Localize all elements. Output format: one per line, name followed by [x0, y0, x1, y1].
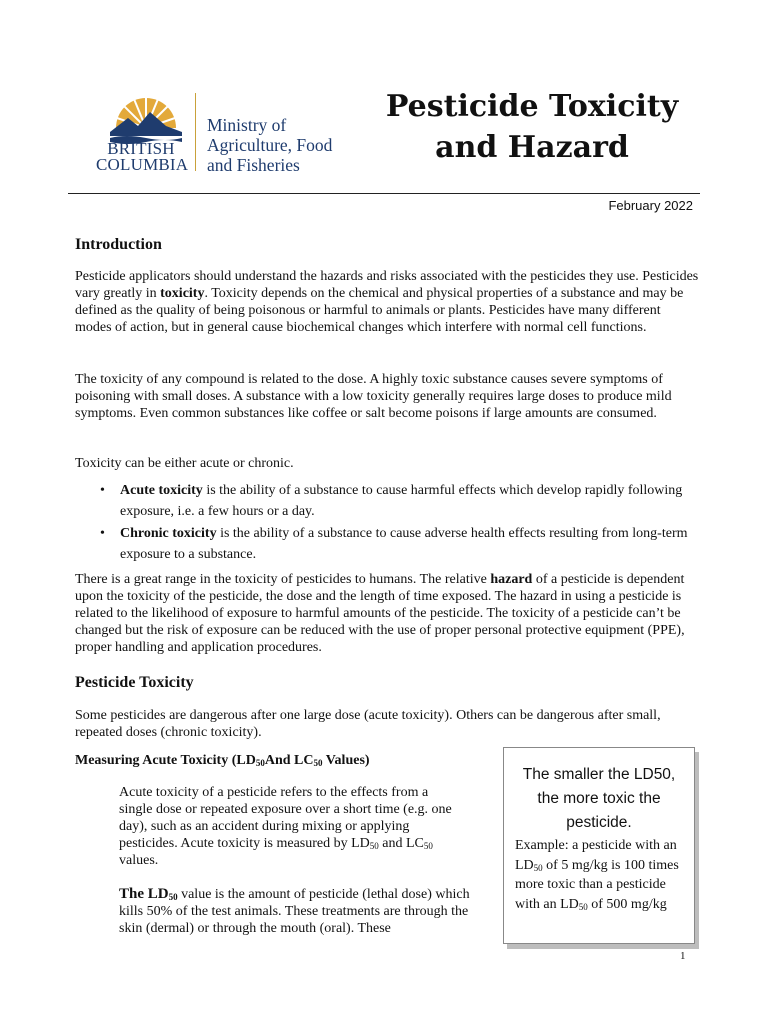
- bc-wordmark-line1: BRITISH: [107, 139, 175, 158]
- intro-paragraph-3: Toxicity can be either acute or chronic.: [75, 456, 294, 471]
- bullet-icon: •: [100, 526, 105, 541]
- logo-divider: [195, 93, 196, 171]
- term-hazard: hazard: [490, 572, 533, 587]
- ministry-line: and Fisheries: [207, 155, 300, 175]
- measuring-acute-toxicity-heading: Measuring Acute Toxicity ($LD_{50}And$ $LC_{50}$ Values): [75, 753, 370, 768]
- term-toxicity: toxicity: [160, 286, 205, 301]
- pesticide-toxicity-heading: Pesticide Toxicity: [75, 674, 194, 691]
- list-item: • Chronic toxicity is the ability of a substance to cause adverse health effects resulting from long-term exposure to a substance.: [100, 523, 700, 565]
- ministry-line: Ministry of: [207, 115, 287, 135]
- toxicity-types-list: [100, 480, 700, 566]
- callout-headline: The smaller the LD50, the more toxic the pesticide.: [522, 766, 676, 831]
- bc-wordmark-line2: COLUMBIA: [96, 155, 189, 174]
- header-rule: [68, 193, 700, 194]
- ld50-paragraph: The $LD_{50}$ value is the amount of pesticide (lethal dose) which kills 50% of the test animals. These treatments are through the skin (dermal) or through the mouth (oral). These: [119, 886, 470, 936]
- page-number: 1: [680, 950, 686, 962]
- title-line1: Pesticide Toxicity: [385, 89, 679, 124]
- bc-sun-mountain-icon: [106, 88, 186, 144]
- callout-example: Example: a pesticide with an $LD_{50}$ of 5 mg/kg is 100 times more toxic than a pesticide with an $LD_{50}$ of 500 mg/kg: [515, 838, 679, 912]
- hazard-paragraph: There is a great range in the toxicity of pesticides to humans. The relative hazard of a pesticide is dependent upon the toxicity of the pesticide, the dose and the length of time exposed. The hazard in using a pesticide is related to the likelihood of exposure to harmful amounts of the pesticide. The toxicity of a pesticide can’t be changed but the risk of exposure can be reduced with the use of proper personal protective equipment (PPE), proper handling and application procedures.: [75, 572, 685, 655]
- ld50-callout-box: [503, 747, 695, 944]
- bullet-icon: •: [100, 483, 105, 498]
- toxicity-paragraph: Some pesticides are dangerous after one large dose (acute toxicity). Others can be dangerous after small, repeated doses (chronic toxicity).: [75, 708, 661, 740]
- list-item: • Acute toxicity is the ability of a substance to cause harmful effects which develop rapidly following exposure, i.e. a few hours or a day.: [100, 480, 700, 522]
- bc-wordmark: [96, 139, 189, 174]
- introduction-heading: Introduction: [75, 236, 162, 253]
- document-date: February 2022: [608, 198, 693, 213]
- ministry-name: [207, 115, 332, 175]
- intro-paragraph-1: Pesticide applicators should understand the hazards and risks associated with the pesticides they use. Pesticides vary greatly in toxicity. Toxicity depends on the chemical and physical properties of a substance and may be defined as the quality of being poisonous or harmful to animals or plants. Pesticides have many different modes of action, but in general cause biochemical changes which interfere with normal cell functions.: [75, 269, 699, 335]
- ministry-line: Agriculture, Food: [207, 135, 333, 155]
- title-line2: and Hazard: [435, 130, 629, 165]
- document-title: [372, 86, 692, 168]
- intro-paragraph-2: The toxicity of any compound is related to the dose. A highly toxic substance causes severe symptoms of poisoning with small doses. A substance with a low toxicity generally requires large doses to produce mild symptoms. Even common substances like coffee or salt become poisons if large amounts are consumed.: [75, 372, 672, 421]
- acute-toxicity-paragraph: Acute toxicity of a pesticide refers to the effects from a single dose or repeated exposure over a short time (e.g. one day), such as an accident during mixing or applying pesticides. Acute toxicity is measured by $LD_{50}$ and $LC_{50}$ values.: [119, 785, 452, 868]
